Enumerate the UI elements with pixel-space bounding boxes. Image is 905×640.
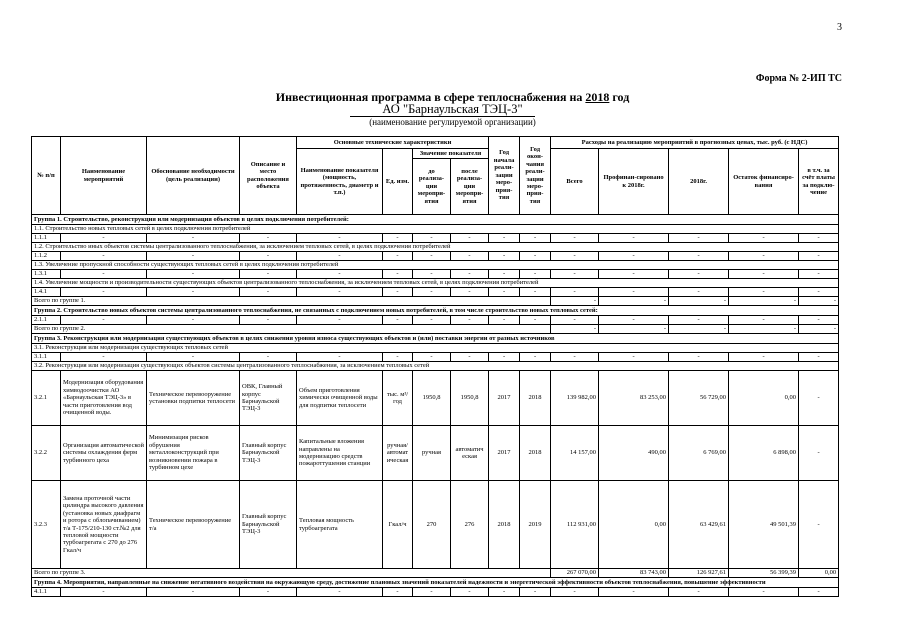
empty-cell: - <box>240 588 297 597</box>
empty-cell: - <box>61 252 147 261</box>
table-row <box>32 279 839 288</box>
group-heading: Группа 2. Строительство новых объектов системы централизованного теплоснабжения, не связанных с подключением новых потребителей, в том числе строительство новых тепловых сетей: <box>32 306 839 316</box>
empty-cell: - <box>240 270 297 279</box>
empty-cell: - <box>240 288 297 297</box>
table-row <box>32 371 839 426</box>
empty-cell: - <box>551 316 599 325</box>
table-row <box>32 362 839 371</box>
empty-cell: - <box>520 270 551 279</box>
table-row <box>32 297 839 306</box>
empty-cell: - <box>413 270 451 279</box>
table-row <box>32 243 839 252</box>
empty-cell: - <box>520 252 551 261</box>
total-sum: 267 070,00 <box>551 569 599 578</box>
header-cost-group: Расходы на реализацию мероприятий в прогнозных ценах, тыс. руб. (с НДС) <box>551 137 839 149</box>
empty-cell: - <box>599 252 669 261</box>
sum-2018: - <box>669 325 729 334</box>
total-sum: - <box>551 297 599 306</box>
header-financed: Профинан-сировано к 2018г. <box>599 149 669 215</box>
group-total-label: Всего по группе 3. <box>32 569 551 578</box>
empty-cell: - <box>669 270 729 279</box>
remaining-sum: - <box>729 325 799 334</box>
empty-cell: - <box>297 270 383 279</box>
empty-cell: - <box>451 288 489 297</box>
table-row <box>32 325 839 334</box>
table-row <box>32 225 839 234</box>
measure-name: Замена проточной части цилиндра высокого давления (установка новых диафрагм и ротора с облопачиванием) т/а Т-175/210-130 ст.№2 для тепловой мощности турбоагрегата с 270 до 276 Гкал/ч <box>61 481 147 569</box>
measure-location: Главный корпус Барнаульской ТЭЦ-3 <box>240 481 297 569</box>
header-location: Описание и место расположения объекта <box>240 137 297 215</box>
end-year: 2019 <box>520 481 551 569</box>
empty-cell: - <box>240 353 297 362</box>
empty-cell: - <box>297 234 383 243</box>
table-row <box>32 569 839 578</box>
financed-sum: 83 743,00 <box>599 569 669 578</box>
row-number: 3.2.2 <box>32 426 61 481</box>
value-after: 1950,8 <box>451 371 489 426</box>
empty-cell: - <box>551 288 599 297</box>
table-row <box>32 261 839 270</box>
empty-cell: - <box>799 316 839 325</box>
table-row <box>32 426 839 481</box>
empty-cell: - <box>413 288 451 297</box>
header-num: № п/п <box>32 137 61 215</box>
title-prefix: Инвестиционная программа в сфере теплоснабжения на <box>275 90 586 104</box>
empty-cell: - <box>489 588 520 597</box>
empty-cell: - <box>489 316 520 325</box>
financed-sum: - <box>599 297 669 306</box>
empty-cell: - <box>729 288 799 297</box>
empty-cell: - <box>669 234 729 243</box>
empty-cell: - <box>240 234 297 243</box>
empty-cell: - <box>599 588 669 597</box>
empty-cell: - <box>799 288 839 297</box>
end-year: 2018 <box>520 426 551 481</box>
empty-cell: - <box>799 270 839 279</box>
empty-cell: - <box>729 252 799 261</box>
cost-financed: 490,00 <box>599 426 669 481</box>
sum-2018: - <box>669 297 729 306</box>
empty-cell: - <box>147 316 240 325</box>
empty-cell: - <box>147 270 240 279</box>
empty-cell: - <box>669 316 729 325</box>
row-number: 2.1.1 <box>32 316 61 325</box>
empty-cell: - <box>147 252 240 261</box>
header-reason: Обоснование необходимости (цель реализации) <box>147 137 240 215</box>
measure-location: Главный корпус Барнаульской ТЭЦ-3 <box>240 426 297 481</box>
subgroup-heading: 1.1. Строительство новых тепловых сетей в целях подключения потребителей <box>32 225 839 234</box>
table-row <box>32 288 839 297</box>
organization-name: АО "Барнаульская ТЭЦ-3" <box>382 102 523 116</box>
table-row <box>32 588 839 597</box>
table-row <box>32 252 839 261</box>
empty-cell: - <box>551 234 599 243</box>
cost-total: 14 157,00 <box>551 426 599 481</box>
empty-cell: - <box>520 288 551 297</box>
row-number: 1.3.1 <box>32 270 61 279</box>
empty-cell: - <box>61 234 147 243</box>
empty-cell: - <box>551 588 599 597</box>
start-year: 2018 <box>489 481 520 569</box>
subgroup-heading: 1.2. Строительство иных объектов системы централизованного теплоснабжения, за исключением тепловых сетей, в целях подключения потребителей <box>32 243 839 252</box>
cost-remaining: 49 501,39 <box>729 481 799 569</box>
row-number: 1.4.1 <box>32 288 61 297</box>
empty-cell: - <box>599 234 669 243</box>
empty-cell: - <box>599 353 669 362</box>
empty-cell: - <box>61 353 147 362</box>
empty-cell: - <box>669 288 729 297</box>
measure-location: ОВК, Главный корпус Барнаульской ТЭЦ-3 <box>240 371 297 426</box>
indicator-name: Объем приготовления химически очищенной воды для подпитки теплосети <box>297 371 383 426</box>
subgroup-heading: 3.1. Реконструкция или модернизация существующих тепловых сетей <box>32 344 839 353</box>
table-row <box>32 215 839 225</box>
connection-payment: - <box>799 426 839 481</box>
sum-2018: 126 927,61 <box>669 569 729 578</box>
cost-total: 112 931,00 <box>551 481 599 569</box>
indicator-unit: Гкал/ч <box>383 481 413 569</box>
empty-cell: - <box>520 353 551 362</box>
table-row <box>32 353 839 362</box>
measure-name: Модернизация оборудования химводоочистки АО «Барнаульская ТЭЦ-3» в части приготовления вод очищенной воды. <box>61 371 147 426</box>
header-2018: 2018г. <box>669 149 729 215</box>
empty-cell: - <box>240 252 297 261</box>
empty-cell: - <box>489 288 520 297</box>
empty-cell: - <box>413 234 451 243</box>
table-row <box>32 578 839 588</box>
cost-2018: 63 429,61 <box>669 481 729 569</box>
group-heading: Группа 4. Мероприятия, направленные на снижение негативного воздействия на окружающую среду, достижение плановых значений показателей надежности и энергетической эффективности объектов теплоснабжения, повышение эффективности <box>32 578 839 588</box>
group-heading: Группа 1. Строительство, реконструкция или модернизация объектов в целях подключения потребителей: <box>32 215 839 225</box>
empty-cell: - <box>413 316 451 325</box>
indicator-unit: тыс. м³/год <box>383 371 413 426</box>
remaining-sum: 56 399,39 <box>729 569 799 578</box>
table-row <box>32 344 839 353</box>
title-suffix: год <box>609 90 630 104</box>
empty-cell: - <box>551 353 599 362</box>
subgroup-heading: 3.2. Реконструкция или модернизация существующих объектов системы централизованного теплоснабжения, за исключением тепловых сетей <box>32 362 839 371</box>
start-year: 2017 <box>489 426 520 481</box>
empty-cell: - <box>383 252 413 261</box>
measure-reason: Техническое перевооружение т/а <box>147 481 240 569</box>
form-label: Форма № 2-ИП ТС <box>755 73 842 84</box>
empty-cell: - <box>489 252 520 261</box>
header-after: после реализа-ции меропри-ятия <box>451 159 489 215</box>
table-row <box>32 334 839 344</box>
empty-cell: - <box>147 234 240 243</box>
cost-financed: 0,00 <box>599 481 669 569</box>
header-connection-payment: в т.ч. за счёт платы за подклю-чение <box>799 149 839 215</box>
empty-cell: - <box>799 252 839 261</box>
measure-reason: Техническое перевооружение установки подпитки теплосети <box>147 371 240 426</box>
empty-cell: - <box>799 588 839 597</box>
row-number: 3.2.1 <box>32 371 61 426</box>
empty-cell: - <box>729 270 799 279</box>
empty-cell: - <box>599 288 669 297</box>
empty-cell: - <box>520 316 551 325</box>
value-after: автоматич еская <box>451 426 489 481</box>
empty-cell: - <box>669 252 729 261</box>
row-number: 4.1.1 <box>32 588 61 597</box>
payment-sum: - <box>799 297 839 306</box>
header-start-year: Год начала реали-зации меро-прия-тия <box>489 137 520 215</box>
organization-note: (наименование регулируемой организации) <box>369 117 536 127</box>
table-row <box>32 316 839 325</box>
empty-cell: - <box>451 252 489 261</box>
table-row <box>32 234 839 243</box>
subgroup-heading: 1.3. Увеличение пропускной способности существующих тепловых сетей в целях подключения потребителей <box>32 261 839 270</box>
empty-cell: - <box>297 316 383 325</box>
investment-table <box>31 136 839 597</box>
cost-remaining: 6 898,00 <box>729 426 799 481</box>
value-after: 276 <box>451 481 489 569</box>
empty-cell: - <box>669 588 729 597</box>
header-before: до реализа-ции меропри-ятия <box>413 159 451 215</box>
measure-name: Организация автоматической системы охлаждения ферм турбинного цеха <box>61 426 147 481</box>
cost-remaining: 0,00 <box>729 371 799 426</box>
empty-cell: - <box>413 353 451 362</box>
header-indicator-name: Наименование показателя (мощность, протяженность, диаметр и т.п.) <box>297 149 383 215</box>
empty-cell: - <box>489 234 520 243</box>
measure-reason: Минимизация рисков обрушения металлоконструкций при возникновении пожара в турбинном цехе <box>147 426 240 481</box>
empty-cell: - <box>147 353 240 362</box>
connection-payment: - <box>799 371 839 426</box>
empty-cell: - <box>451 316 489 325</box>
empty-cell: - <box>147 588 240 597</box>
empty-cell: - <box>551 270 599 279</box>
empty-cell: - <box>489 270 520 279</box>
header-tech-group: Основные технические характеристики <box>297 137 489 149</box>
empty-cell: - <box>61 316 147 325</box>
empty-cell: - <box>799 353 839 362</box>
empty-cell: - <box>413 252 451 261</box>
table-row <box>32 270 839 279</box>
remaining-sum: - <box>729 297 799 306</box>
empty-cell: - <box>451 353 489 362</box>
empty-cell: - <box>297 288 383 297</box>
header-remaining: Остаток финансиро-вания <box>729 149 799 215</box>
header-name: Наименование мероприятий <box>61 137 147 215</box>
group-total-label: Всего по группе 1. <box>32 297 551 306</box>
empty-cell: - <box>383 588 413 597</box>
empty-cell: - <box>520 588 551 597</box>
end-year: 2018 <box>520 371 551 426</box>
empty-cell: - <box>551 252 599 261</box>
empty-cell: - <box>297 353 383 362</box>
indicator-name: Капитальные вложения направлены на модернизацию средств пожароттушения станции <box>297 426 383 481</box>
empty-cell: - <box>799 234 839 243</box>
empty-cell: - <box>383 316 413 325</box>
value-before: ручная <box>413 426 451 481</box>
group-heading: Группа 3. Реконструкция или модернизация существующих объектов в целях снижения уровня износа существующих объектов и (или) поставки энергии от разных источников <box>32 334 839 344</box>
cost-total: 139 982,00 <box>551 371 599 426</box>
empty-cell: - <box>729 353 799 362</box>
empty-cell: - <box>61 288 147 297</box>
indicator-name: Тепловая мощность турбоагрегата <box>297 481 383 569</box>
group-total-label: Всего по группе 2. <box>32 325 551 334</box>
value-before: 1950,8 <box>413 371 451 426</box>
empty-cell: - <box>669 353 729 362</box>
empty-cell: - <box>599 316 669 325</box>
empty-cell: - <box>413 588 451 597</box>
empty-cell: - <box>383 270 413 279</box>
empty-cell: - <box>451 270 489 279</box>
empty-cell: - <box>451 234 489 243</box>
start-year: 2017 <box>489 371 520 426</box>
payment-sum: 0,00 <box>799 569 839 578</box>
empty-cell: - <box>599 270 669 279</box>
empty-cell: - <box>451 588 489 597</box>
row-number: 1.1.1 <box>32 234 61 243</box>
indicator-unit: ручная/ автомат ическая <box>383 426 413 481</box>
financed-sum: - <box>599 325 669 334</box>
empty-cell: - <box>297 252 383 261</box>
empty-cell: - <box>729 234 799 243</box>
table-row <box>32 306 839 316</box>
value-before: 270 <box>413 481 451 569</box>
empty-cell: - <box>383 288 413 297</box>
empty-cell: - <box>520 234 551 243</box>
total-sum: - <box>551 325 599 334</box>
cost-financed: 83 253,00 <box>599 371 669 426</box>
title-year: 2018 <box>585 90 610 104</box>
cost-2018: 6 769,00 <box>669 426 729 481</box>
empty-cell: - <box>61 588 147 597</box>
header-end-year: Год окон-чания реали-зации меро-прия-тия <box>520 137 551 215</box>
empty-cell: - <box>729 588 799 597</box>
empty-cell: - <box>489 353 520 362</box>
cost-2018: 56 729,00 <box>669 371 729 426</box>
empty-cell: - <box>383 234 413 243</box>
empty-cell: - <box>147 288 240 297</box>
empty-cell: - <box>729 316 799 325</box>
header-value-group: Значение показателя <box>413 149 489 159</box>
empty-cell: - <box>383 353 413 362</box>
header-total: Всего <box>551 149 599 215</box>
row-number: 3.2.3 <box>32 481 61 569</box>
connection-payment: - <box>799 481 839 569</box>
row-number: 3.1.1 <box>32 353 61 362</box>
empty-cell: - <box>61 270 147 279</box>
payment-sum: - <box>799 325 839 334</box>
table-row <box>32 481 839 569</box>
empty-cell: - <box>240 316 297 325</box>
row-number: 1.1.2 <box>32 252 61 261</box>
empty-cell: - <box>297 588 383 597</box>
page-number: 3 <box>837 22 842 33</box>
header-unit: Ед. изм. <box>383 149 413 215</box>
subgroup-heading: 1.4. Увеличение мощности и производительности существующих объектов централизованного теплоснабжения, за исключением тепловых сетей, в целях подключения потребителей <box>32 279 839 288</box>
